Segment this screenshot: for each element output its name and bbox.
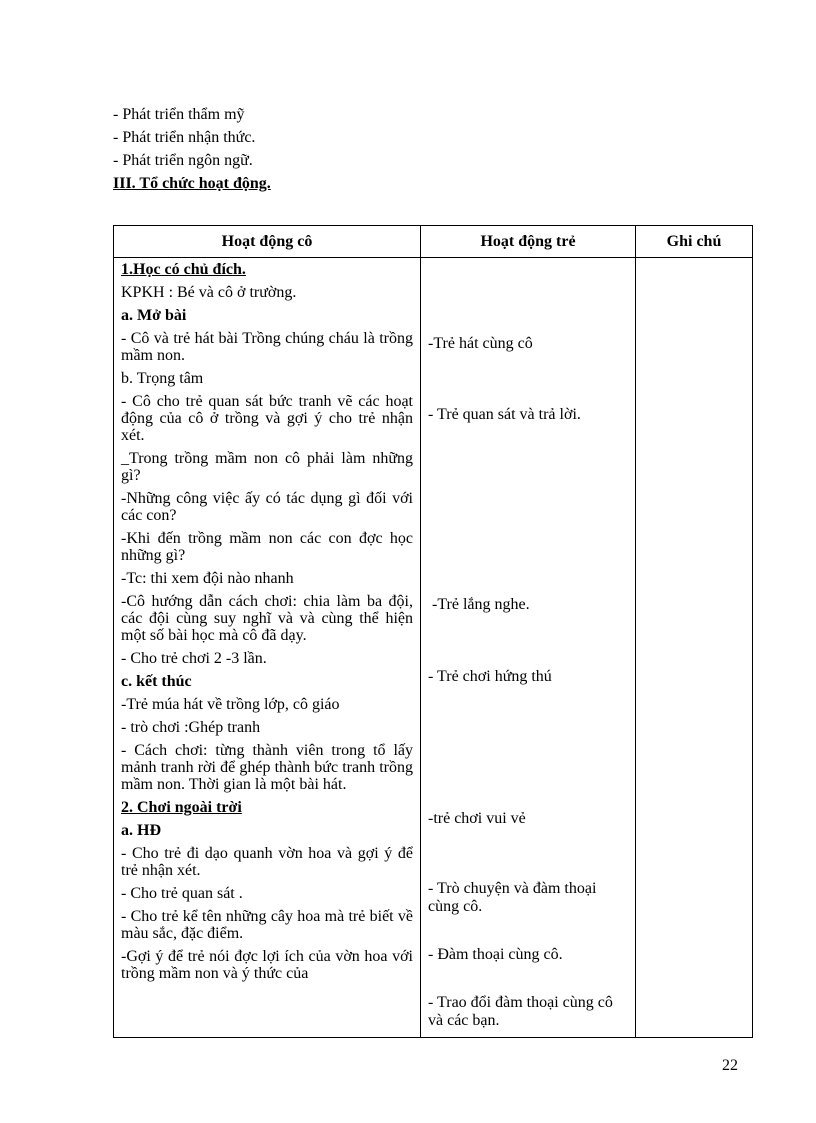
activity-text: -Tc: thi xem đội nào nhanh (121, 570, 294, 587)
child-response: - Trẻ chơi hứng thú (428, 668, 552, 685)
subheading: a. HĐ (121, 822, 161, 839)
activity-text: -Cô hướng dẫn cách chơi: chia làm ba đội, các đội cùng suy nghĩ và và cùng thể hiện một số bài học mà cô đã dạy. (121, 593, 413, 644)
header-children: Hoạt động trẻ (421, 226, 636, 258)
activity-heading: 1.Học có chủ đích. (121, 261, 246, 278)
goal-line: - Phát triển thẩm mỹ (113, 106, 245, 123)
child-response: -Trẻ lắng nghe. (432, 596, 530, 613)
goal-line: - Phát triển ngôn ngữ. (113, 152, 253, 169)
child-response: -trẻ chơi vui vẻ (428, 810, 526, 827)
goal-line: - Phát triển nhận thức. (113, 129, 256, 146)
activity-text: - trò chơi :Ghép tranh (121, 719, 261, 736)
activity-text: _Trong trồng mầm non cô phải làm những gì? (121, 450, 413, 484)
child-response: - Trao đổi đàm thoại cùng cô và các bạn. (428, 994, 613, 1029)
child-response: - Trò chuyện và đàm thoại cùng cô. (428, 880, 597, 915)
activity-text: - Cho trẻ đi dạo quanh vờn hoa và gợi ý để trẻ nhận xét. (121, 845, 413, 879)
table-row (114, 258, 753, 1038)
child-response: - Đàm thoại cùng cô. (428, 946, 563, 963)
activity-text: -Gợi ý để trẻ nói đợc lợi ích của vờn hoa với trồng mầm non và ý thức của (121, 948, 413, 982)
activity-heading: 2. Chơi ngoài trời (121, 799, 242, 816)
header-notes: Ghi chú (636, 226, 753, 258)
intro-block (113, 103, 271, 195)
activity-text: - Cô và trẻ hát bài Trồng chúng cháu là trồng mầm non. (121, 330, 413, 364)
header-teacher: Hoạt động cô (114, 226, 421, 258)
subheading: c. kết thúc (121, 673, 192, 690)
activity-text: -Trẻ múa hát về trồng lớp, cô giáo (121, 696, 340, 713)
section-title: III. Tổ chức hoạt động. (113, 175, 271, 192)
activity-text: - Cho trẻ quan sát . (121, 885, 243, 902)
teacher-cell (114, 258, 421, 1038)
table-header-row (114, 226, 753, 258)
child-response: -Trẻ hát cùng cô (428, 335, 533, 352)
activity-text: - Cách chơi: từng thành viên trong tổ lấy mảnh tranh rời để ghép thành bức tranh trồng mầm non. Thời gian là một bài hát. (121, 742, 413, 793)
subheading: a. Mở bài (121, 307, 187, 324)
subheading: b. Trọng tâm (121, 370, 204, 387)
activity-text: -Những công việc ấy có tác dụng gì đối với các con? (121, 490, 413, 524)
page-number: 22 (722, 1057, 738, 1074)
activity-text: - Cho trẻ kể tên những cây hoa mà trẻ biết về màu sắc, đặc điểm. (121, 908, 413, 942)
activity-text: - Cô cho trẻ quan sát bức tranh vẽ các hoạt động của cô ở trồng và gợi ý cho trẻ nhận xét. (121, 393, 413, 444)
activity-text: KPKH : Bé và cô ở trường. (121, 284, 297, 301)
children-cell (421, 258, 636, 1038)
activity-table (113, 225, 753, 1038)
activity-text: - Cho trẻ chơi 2 -3 lần. (121, 650, 267, 667)
notes-cell (636, 258, 753, 1038)
activity-text: -Khi đến trồng mầm non các con đợc học những gì? (121, 530, 413, 564)
child-response: - Trẻ quan sát và trả lời. (428, 406, 581, 423)
